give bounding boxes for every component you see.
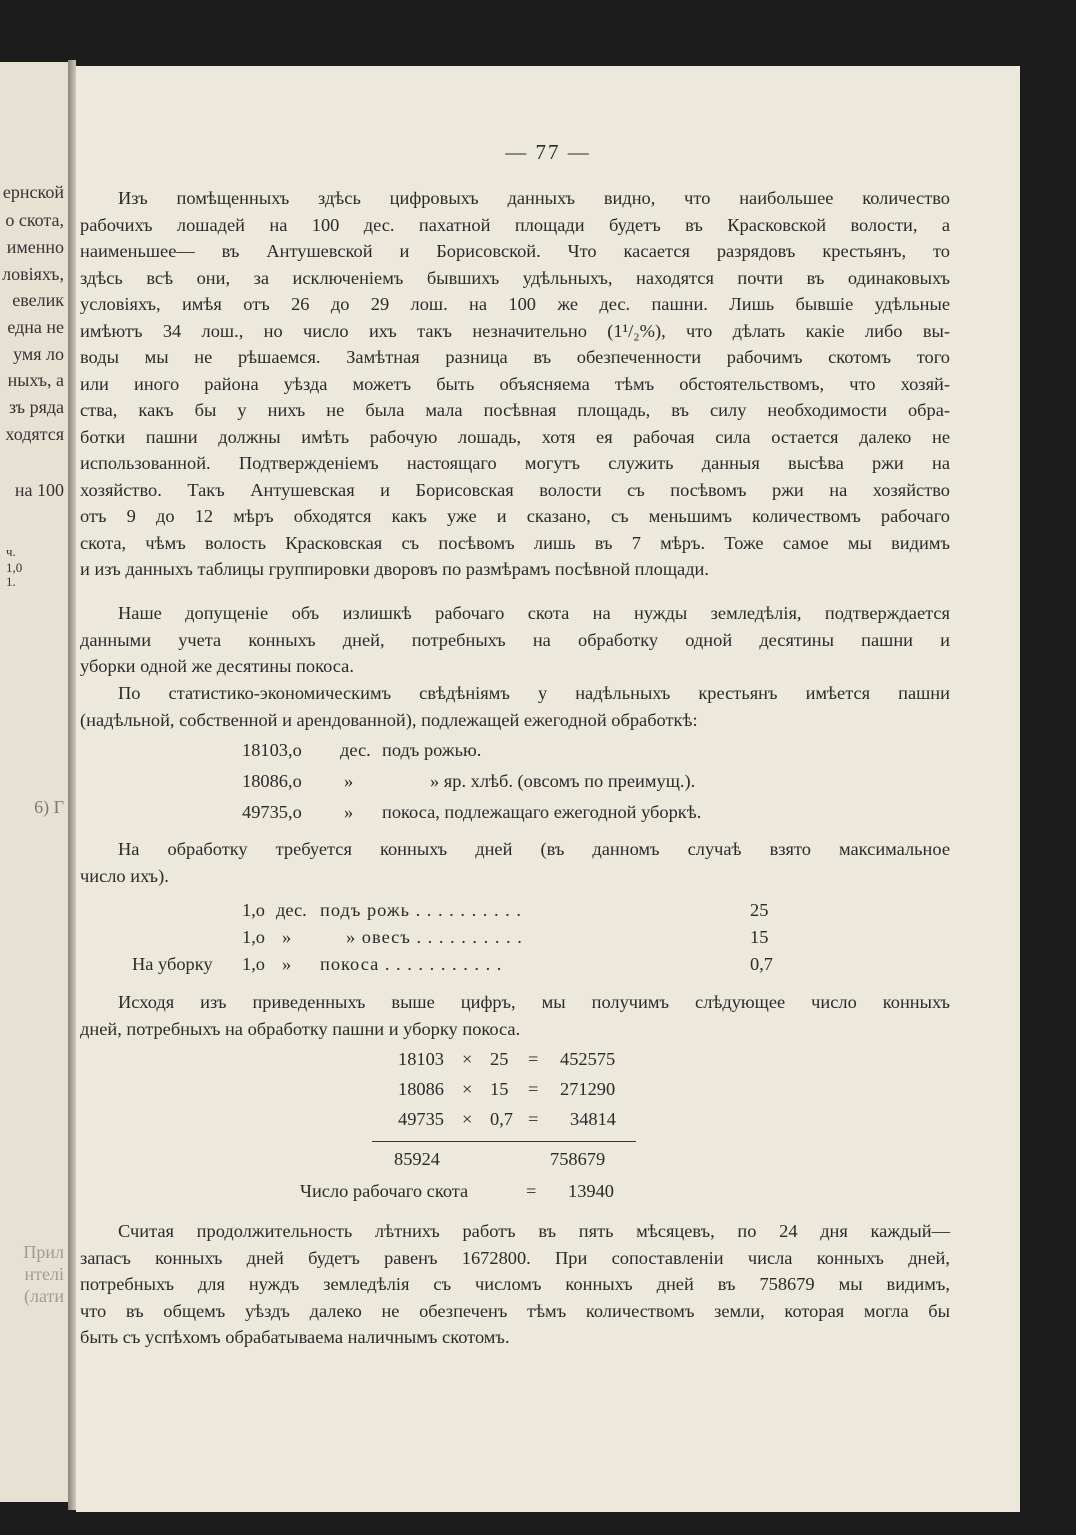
days-unit: »	[282, 954, 292, 974]
book-page	[76, 66, 1020, 1512]
land-num: 49735,о	[242, 802, 302, 822]
text-line: условіяхъ, имѣя отъ 26 до 29 лош. на 100 же дес. пашни. Лишь бывшіе удѣльные	[80, 294, 950, 314]
calc-a: 49735	[398, 1109, 444, 1129]
scan-background	[1020, 60, 1076, 1535]
days-prefix: На уборку	[132, 954, 213, 974]
land-num: 18103,о	[242, 740, 302, 760]
livestock-eq: =	[526, 1181, 537, 1201]
paragraph-horse-stats	[80, 185, 950, 583]
text-line: число ихъ).	[80, 865, 169, 886]
text-line: и изъ данныхъ таблицы группировки дворовъ по размѣрамъ посѣвной площади.	[80, 559, 709, 579]
land-desc: » яр. хлѣб. (овсомъ по преимущ.).	[430, 771, 696, 791]
livestock-value: 13940	[568, 1181, 614, 1201]
facing-text: ернской	[2, 182, 64, 202]
days-desc: подъ рожь . . . . . . . . . .	[320, 900, 522, 920]
text-line: запасъ конныхъ дней будетъ равенъ 1672800. При сопоставленіи числа конныхъ дней,	[80, 1247, 950, 1268]
paragraph-computation	[80, 989, 950, 1042]
days-num: 1,о	[242, 927, 265, 947]
text-line: скота, чѣмъ волость Красковская съ посѣвомъ лишь въ 7 мѣръ. Тоже самое мы видимъ	[80, 532, 950, 553]
facing-text: о скота,	[5, 210, 64, 230]
calc-eq: =	[528, 1079, 539, 1099]
facing-text: нтелі	[24, 1264, 64, 1284]
calc-b: 15	[490, 1079, 509, 1099]
facing-text: умя ло	[13, 344, 64, 364]
land-desc: покоса, подлежащаго ежегодной уборкѣ.	[382, 802, 702, 822]
paragraph-arable-land	[80, 680, 950, 733]
text-line: или иного района уѣзда можетъ быть объясняема тѣмъ обстоятельствомъ, что хозяй-	[80, 373, 950, 394]
calc-b: 0,7	[490, 1109, 513, 1129]
calc-op: ×	[462, 1079, 473, 1099]
days-num: 1,о	[242, 900, 265, 920]
text-line: воды мы не рѣшаемся. Замѣтная разница въ обезпеченности рабочимъ скотомъ того	[80, 347, 950, 367]
facing-text: (лати	[24, 1286, 64, 1306]
calc-eq: =	[528, 1109, 539, 1129]
text-line: уборки одной же десятины покоса.	[80, 656, 354, 676]
days-value: 15	[750, 927, 769, 947]
text-line: ства, какъ бы у нихъ не была мала посѣвная площадь, въ силу необходимости обра-	[80, 400, 950, 420]
page-number: — 77 —	[505, 140, 591, 164]
text-line: По статистико-экономическимъ свѣдѣніямъ у надѣльныхъ крестьянъ имѣется пашни	[118, 683, 950, 703]
text-line: дней, потребныхъ на обработку пашни и уборку покоса.	[80, 1018, 521, 1039]
calc-a: 18086	[398, 1079, 444, 1099]
text-line: Считая продолжительность лѣтнихъ работъ въ пять мѣсяцевъ, по 24 дня каждый—	[118, 1221, 950, 1241]
text-line: отъ 9 до 12 мѣръ обходятся какъ уже и сказано, съ меньшимъ количествомъ рабочаго	[80, 506, 950, 526]
land-desc: подъ рожью.	[382, 740, 482, 760]
text-line: данными учета конныхъ дней, потребныхъ на обработку одной десятины пашни и	[80, 629, 950, 650]
facing-text: ходятся	[5, 424, 64, 444]
total-a: 85924	[394, 1149, 440, 1169]
text-line: Исходя изъ приведенныхъ выше цифръ, мы получимъ слѣдующее число конныхъ	[118, 992, 950, 1012]
text-line: использованной. Подтвержденіемъ настоящаго могутъ служить данныя высѣва ржи на	[80, 453, 950, 473]
days-value: 25	[750, 900, 769, 920]
book-gutter	[68, 60, 76, 1510]
text-line: быть съ успѣхомъ обрабатываема наличнымъ скотомъ.	[80, 1327, 510, 1347]
facing-text: Прил	[23, 1242, 64, 1262]
facing-text: зъ ряда	[8, 397, 64, 417]
facing-text: ловіяхъ,	[2, 264, 64, 284]
text-line: Наше допущеніе объ излишкѣ рабочаго скота на нужды земледѣлія, подтверждается	[118, 603, 950, 623]
land-num: 18086,о	[242, 771, 302, 791]
text-line: (надѣльной, собственной и арендованной), подлежащей ежегодной обработкѣ:	[80, 709, 698, 730]
days-desc: » овесъ . . . . . . . . . .	[346, 927, 523, 947]
paragraph-horse-days	[80, 836, 950, 889]
text-line: что въ общемъ уѣздъ далеко не обезпеченъ тѣмъ количествомъ земли, которая могла бы	[80, 1300, 950, 1321]
facing-text: именно	[6, 237, 64, 257]
total-result: 758679	[550, 1149, 606, 1169]
days-unit: дес.	[276, 900, 307, 920]
livestock-label: Число рабочаго скота	[300, 1181, 469, 1201]
sum-rule	[372, 1141, 636, 1142]
paragraph-conclusion	[80, 1218, 950, 1351]
calc-op: ×	[462, 1109, 473, 1129]
land-unit: дес.	[340, 740, 371, 760]
days-desc: покоса . . . . . . . . . . .	[320, 954, 503, 974]
calc-op: ×	[462, 1049, 473, 1069]
paragraph-assumption	[80, 600, 950, 680]
days-value: 0,7	[750, 954, 773, 974]
text-line: хозяйство. Такъ Антушевская и Борисовская волости съ посѣвомъ ржи на хозяйство	[80, 479, 950, 500]
text-line: здѣсь всѣ они, за исключеніемъ бывшихъ удѣльныхъ, находятся почти въ одинаковыхъ	[80, 267, 950, 288]
days-unit: »	[282, 927, 292, 947]
calc-b: 25	[490, 1049, 509, 1069]
text-line: наименьшее— въ Антушевской и Борисовской. Что касается разрядовъ крестьянъ, то	[80, 241, 950, 261]
facing-text: ч.	[6, 544, 16, 559]
facing-text: 1.	[6, 574, 16, 589]
facing-page-fragment	[0, 62, 69, 1502]
facing-text: една не	[7, 317, 64, 337]
calc-result: 452575	[560, 1049, 616, 1069]
text-line: рабочихъ лошадей на 100 дес. пахатной площади будетъ въ Красковской волости, а	[80, 214, 950, 235]
text-line: потребныхъ для нуждъ земледѣлія съ числомъ конныхъ дней въ 758679 мы видимъ,	[80, 1274, 950, 1294]
days-num: 1,о	[242, 954, 265, 974]
text-line: Изъ помѣщенныхъ здѣсь цифровыхъ данныхъ видно, что наибольшее количество	[118, 188, 950, 208]
calc-result: 271290	[560, 1079, 616, 1099]
text-line: На обработку требуется конныхъ дней (въ данномъ случаѣ взято максимальное	[118, 839, 950, 859]
calc-a: 18103	[398, 1049, 444, 1069]
text-line: ботки пашни должны имѣть рабочую лошадь, хотя ея рабочая сила остается далеко не	[80, 426, 950, 447]
facing-text: ныхъ, а	[7, 370, 64, 390]
land-unit: »	[344, 802, 354, 822]
text-line: имѣютъ 34 лош., но число ихъ такъ незначительно (1¹/₂%), что дѣлать какіе либо вы-	[80, 320, 950, 341]
facing-text: на 100	[14, 480, 64, 500]
land-unit: »	[344, 771, 354, 791]
calc-eq: =	[528, 1049, 539, 1069]
facing-text: евелик	[12, 290, 64, 310]
calc-result: 34814	[570, 1109, 616, 1129]
facing-text: 1,0	[6, 560, 23, 575]
facing-text: 6) Г	[34, 797, 64, 817]
